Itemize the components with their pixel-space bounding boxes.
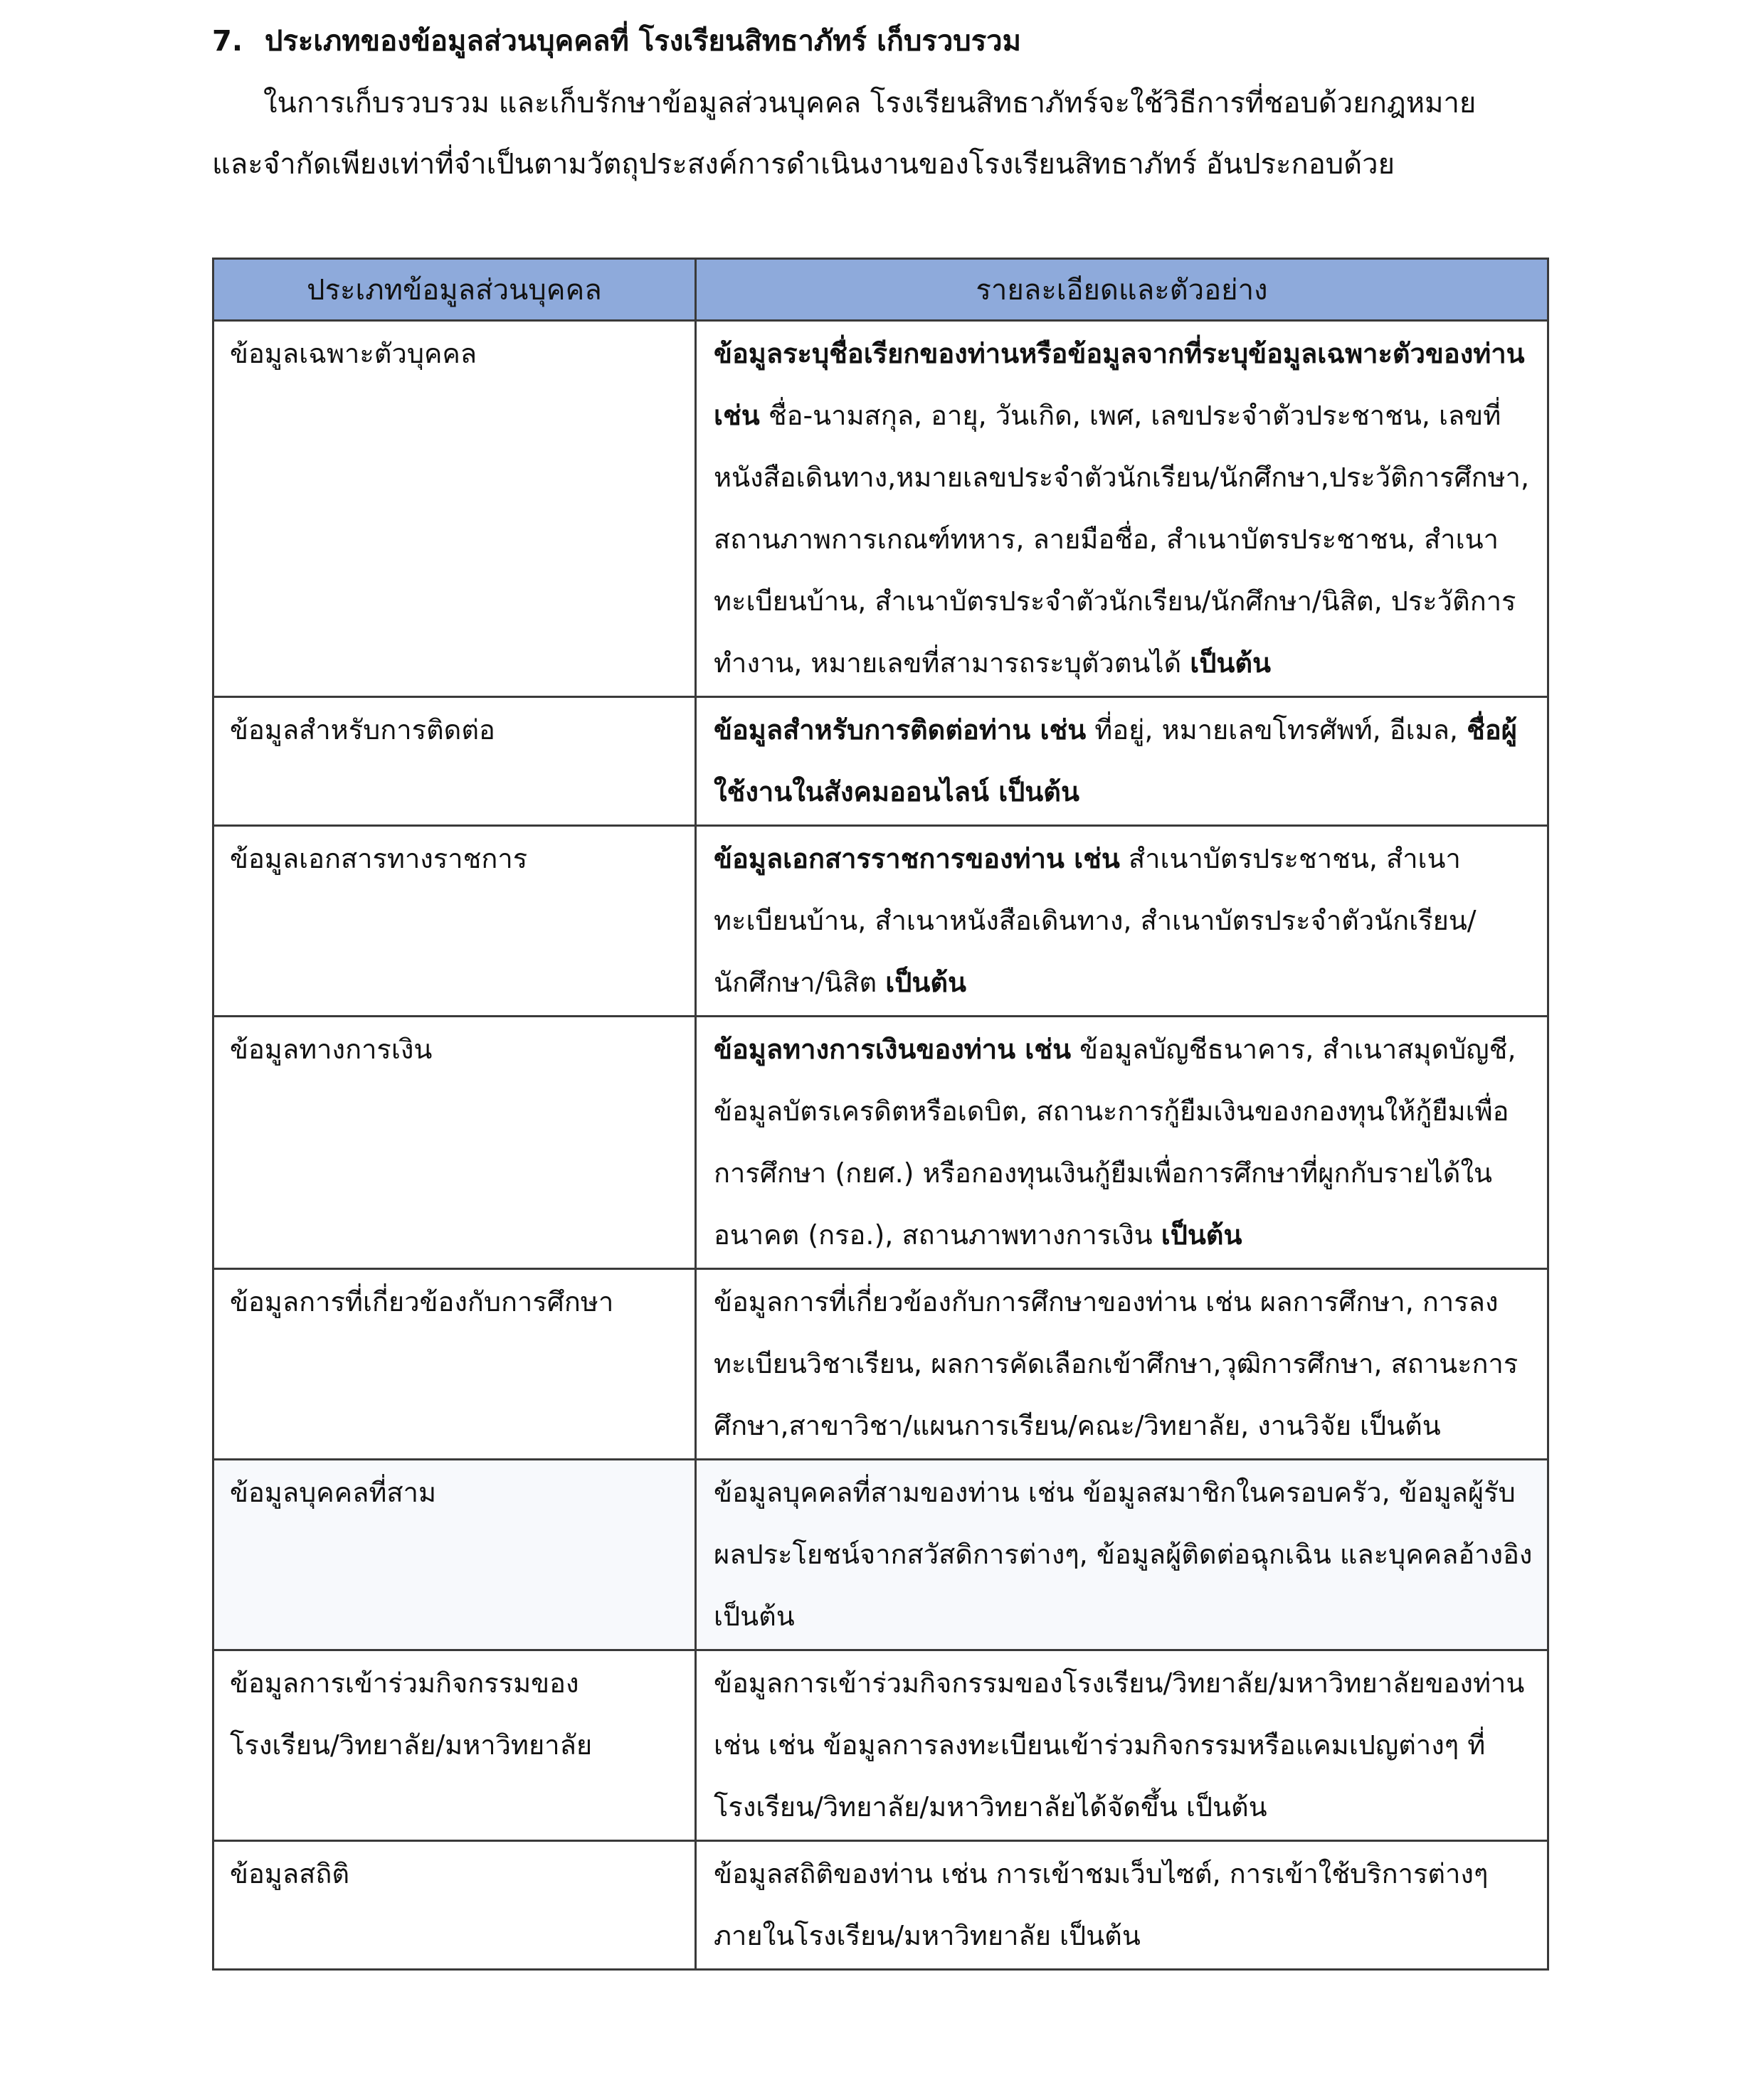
detail-body: ข้อมูลสถิติของท่าน เช่น การเข้าชมเว็บไซต์, การเข้าใช้บริการต่างๆ ภายในโรงเรียน/มหาวิทยาลัย เป็นต้น — [714, 1858, 1489, 1951]
header-details-examples: รายละเอียดและตัวอย่าง — [696, 259, 1548, 321]
row-detail-cell — [696, 1269, 1548, 1460]
row-type-cell: ข้อมูลการเข้าร่วมกิจกรรมของโรงเรียน/วิทยาลัย/มหาวิทยาลัย — [213, 1650, 696, 1841]
detail-lead: ข้อมูลระบุชื่อเรียกของท่านหรือข้อมูลจากที่ระบุข้อมูลเฉพาะตัวของท่าน เช่น — [714, 338, 1525, 431]
detail-lead: ข้อมูลทางการเงินของท่าน เช่น — [714, 1034, 1072, 1065]
table-row — [213, 321, 1548, 697]
detail-body: ข้อมูลการเข้าร่วมกิจกรรมของโรงเรียน/วิทยาลัย/มหาวิทยาลัยของท่าน เช่น เช่น ข้อมูลการลงทะเบียนเข้าร่วมกิจกรรมหรือแคมเปญต่างๆ ที่โรงเรียน/วิทยาลัย/มหาวิทยาลัยได้จัดขึ้น เป็นต้น — [714, 1667, 1525, 1823]
intro-paragraph — [212, 73, 1550, 195]
header-data-type: ประเภทข้อมูลส่วนบุคคล — [213, 259, 696, 321]
section-heading — [212, 16, 1021, 67]
row-detail-cell — [696, 321, 1548, 697]
detail-lead: ข้อมูลเอกสารราชการของท่าน เช่น — [714, 843, 1120, 874]
detail-body: ข้อมูลบัญชีธนาคาร, สำเนาสมุดบัญชี, ข้อมูลบัตรเครดิตหรือเดบิต, สถานะการกู้ยืมเงินของกองทุนให้กู้ยืมเพื่อการศึกษา (กยศ.) หรือกองทุนเงินกู้ยืมเพื่อการศึกษาที่ผูกกับรายได้ในอนาคต (กรอ.), สถานภาพทางการเงิน — [714, 1034, 1516, 1251]
detail-tail: เป็นต้น — [1161, 1219, 1242, 1251]
table-row — [213, 1269, 1548, 1460]
row-type-cell: ข้อมูลสำหรับการติดต่อ — [213, 697, 696, 826]
detail-body: ข้อมูลบุคคลที่สามของท่าน เช่น ข้อมูลสมาชิกในครอบครัว, ข้อมูลผู้รับผลประโยชน์จากสวัสดิการต่างๆ, ข้อมูลผู้ติดต่อฉุกเฉิน และบุคคลอ้างอิง เป็นต้น — [714, 1477, 1533, 1632]
detail-body: สำเนาบัตรประชาชน, สำเนาทะเบียนบ้าน, สำเนาหนังสือเดินทาง, สำเนาบัตรประจำตัวนักเรียน/นักศึกษา/นิสิต — [714, 843, 1477, 998]
detail-body: ชื่อ-นามสกุล, อายุ, วันเกิด, เพศ, เลขประจำตัวประชาชน, เลขที่หนังสือเดินทาง,หมายเลขประจำตัวนักเรียน/นักศึกษา,ประวัติการศึกษา, สถานภาพการเกณฑ์ทหาร, ลายมือชื่อ, สำเนาบัตรประชาชน, สำเนาทะเบียนบ้าน, สำเนาบัตรประจำตัวนักเรียน/นักศึกษา/นิสิต, ประวัติการทำงาน, หมายเลขที่สามารถระบุตัวตนได้ — [714, 400, 1530, 679]
row-type-cell: ข้อมูลสถิติ — [213, 1841, 696, 1970]
row-detail-cell — [696, 1841, 1548, 1970]
row-type-cell: ข้อมูลทางการเงิน — [213, 1017, 696, 1269]
table-row — [213, 1460, 1548, 1650]
row-detail-cell — [696, 697, 1548, 826]
table-row — [213, 1650, 1548, 1841]
intro-line-2: และจำกัดเพียงเท่าที่จำเป็นตามวัตถุประสงค์การดำเนินงานของโรงเรียนสิทธาภัทร์ อันประกอบด้วย — [212, 148, 1395, 181]
detail-tail: เป็นต้น — [885, 967, 966, 998]
row-detail-cell — [696, 1017, 1548, 1269]
section-number: 7. — [212, 25, 243, 58]
row-type-cell: ข้อมูลเอกสารทางราชการ — [213, 826, 696, 1017]
row-type-cell: ข้อมูลเฉพาะตัวบุคคล — [213, 321, 696, 697]
row-type-cell: ข้อมูลบุคคลที่สาม — [213, 1460, 696, 1650]
personal-data-types-table — [212, 258, 1549, 1971]
detail-body: ข้อมูลการที่เกี่ยวข้องกับการศึกษาของท่าน เช่น ผลการศึกษา, การลงทะเบียนวิชาเรียน, ผลการคัดเลือกเข้าศึกษา,วุฒิการศึกษา, สถานะการศึกษา,สาขาวิชา/แผนการเรียน/คณะ/วิทยาลัย, งานวิจัย เป็นต้น — [714, 1286, 1519, 1441]
table-row — [213, 826, 1548, 1017]
table-row — [213, 1017, 1548, 1269]
detail-lead: ข้อมูลสำหรับการติดต่อท่าน เช่น — [714, 714, 1087, 746]
table-row — [213, 1841, 1548, 1970]
row-detail-cell — [696, 826, 1548, 1017]
intro-line-1: ในการเก็บรวบรวม และเก็บรักษาข้อมูลส่วนบุคคล โรงเรียนสิทธาภัทร์จะใช้วิธีการที่ชอบด้วยกฎหมาย — [263, 87, 1477, 120]
detail-tail: ชื่อผู้ใช้งานในสังคมออนไลน์ เป็นต้น — [714, 714, 1517, 807]
section-title: ประเภทของข้อมูลส่วนบุคคลที่ โรงเรียนสิทธาภัทร์ เก็บรวบรวม — [265, 25, 1022, 58]
row-detail-cell — [696, 1650, 1548, 1841]
detail-body: ที่อยู่, หมายเลขโทรศัพท์, อีเมล, — [1086, 714, 1467, 746]
detail-tail: เป็นต้น — [1190, 647, 1271, 679]
table-header-row — [213, 259, 1548, 321]
table-row — [213, 697, 1548, 826]
row-detail-cell — [696, 1460, 1548, 1650]
row-type-cell: ข้อมูลการที่เกี่ยวข้องกับการศึกษา — [213, 1269, 696, 1460]
